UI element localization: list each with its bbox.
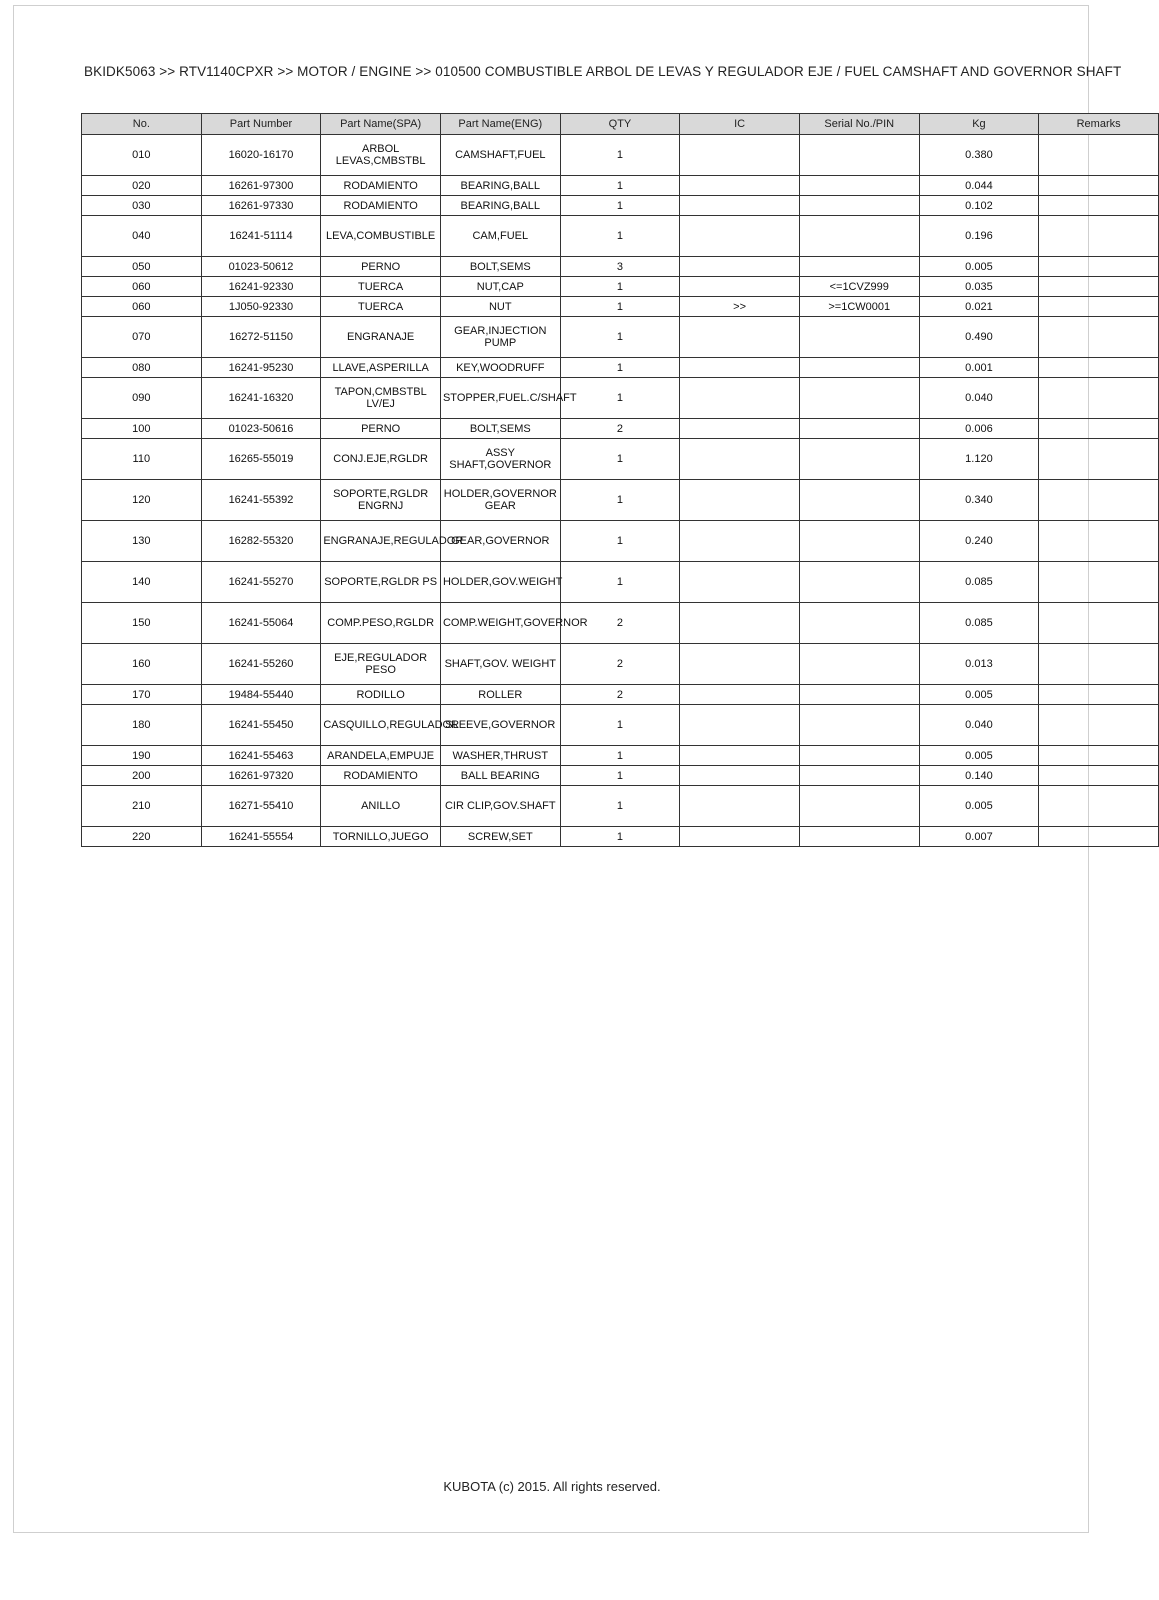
cell-part-name-spa: TAPON,CMBSTBL LV/EJ [321, 378, 441, 419]
cell-part-name-spa: CONJ.EJE,RGLDR [321, 439, 441, 480]
cell-kg: 0.005 [919, 257, 1039, 277]
cell-part-name-eng: GEAR,GOVERNOR [440, 521, 560, 562]
cell-part-name-eng: BEARING,BALL [440, 176, 560, 196]
cell-serial [799, 176, 919, 196]
cell-part-name-spa: ARBOL LEVAS,CMBSTBL [321, 135, 441, 176]
cell-qty: 1 [560, 378, 680, 419]
cell-serial [799, 685, 919, 705]
cell-kg: 1.120 [919, 439, 1039, 480]
cell-remarks [1039, 378, 1159, 419]
cell-serial [799, 827, 919, 847]
cell-part-name-spa: LEVA,COMBUSTIBLE [321, 216, 441, 257]
cell-ic [680, 135, 800, 176]
cell-part-name-spa: RODAMIENTO [321, 176, 441, 196]
cell-kg: 0.085 [919, 562, 1039, 603]
cell-ic [680, 317, 800, 358]
cell-serial [799, 705, 919, 746]
cell-part-number: 16272-51150 [201, 317, 321, 358]
cell-part-name-spa: TUERCA [321, 277, 441, 297]
cell-serial [799, 135, 919, 176]
cell-part-number: 16241-55554 [201, 827, 321, 847]
cell-part-name-spa: ENGRANAJE,REGULADOR [321, 521, 441, 562]
cell-no: 180 [82, 705, 202, 746]
footer-copyright: KUBOTA (c) 2015. All rights reserved. [443, 1479, 661, 1494]
cell-ic [680, 603, 800, 644]
table-row [82, 705, 1159, 746]
cell-part-number: 16241-95230 [201, 358, 321, 378]
cell-kg: 0.007 [919, 827, 1039, 847]
cell-kg: 0.005 [919, 746, 1039, 766]
cell-remarks [1039, 277, 1159, 297]
table-row [82, 766, 1159, 786]
cell-part-name-eng: SHAFT,GOV. WEIGHT [440, 644, 560, 685]
cell-part-number: 16241-55064 [201, 603, 321, 644]
table-row [82, 746, 1159, 766]
cell-remarks [1039, 317, 1159, 358]
cell-part-number: 16241-55392 [201, 480, 321, 521]
cell-part-name-spa: ANILLO [321, 786, 441, 827]
cell-qty: 1 [560, 766, 680, 786]
cell-part-name-eng: NUT,CAP [440, 277, 560, 297]
cell-serial [799, 644, 919, 685]
cell-qty: 3 [560, 257, 680, 277]
cell-part-name-eng: CAMSHAFT,FUEL [440, 135, 560, 176]
cell-qty: 1 [560, 521, 680, 562]
cell-no: 030 [82, 196, 202, 216]
table-row [82, 257, 1159, 277]
cell-part-name-eng: GEAR,INJECTION PUMP [440, 317, 560, 358]
cell-no: 110 [82, 439, 202, 480]
cell-ic: >> [680, 297, 800, 317]
cell-remarks [1039, 297, 1159, 317]
cell-remarks [1039, 480, 1159, 521]
cell-part-name-spa: CASQUILLO,REGULADOR [321, 705, 441, 746]
cell-part-name-spa: ARANDELA,EMPUJE [321, 746, 441, 766]
column-header-part-number: Part Number [201, 114, 321, 135]
cell-serial [799, 562, 919, 603]
cell-part-number: 16261-97330 [201, 196, 321, 216]
cell-ic [680, 644, 800, 685]
cell-part-name-eng: ASSY SHAFT,GOVERNOR [440, 439, 560, 480]
cell-kg: 0.340 [919, 480, 1039, 521]
cell-part-name-eng: BEARING,BALL [440, 196, 560, 216]
cell-remarks [1039, 766, 1159, 786]
cell-kg: 0.005 [919, 786, 1039, 827]
cell-qty: 1 [560, 786, 680, 827]
cell-remarks [1039, 746, 1159, 766]
cell-part-number: 16241-55450 [201, 705, 321, 746]
cell-kg: 0.102 [919, 196, 1039, 216]
cell-part-number: 16241-92330 [201, 277, 321, 297]
cell-no: 070 [82, 317, 202, 358]
cell-ic [680, 419, 800, 439]
column-header-qty: QTY [560, 114, 680, 135]
cell-qty: 1 [560, 176, 680, 196]
cell-ic [680, 521, 800, 562]
cell-remarks [1039, 562, 1159, 603]
cell-part-name-eng: KEY,WOODRUFF [440, 358, 560, 378]
cell-part-name-eng: STOPPER,FUEL.C/SHAFT [440, 378, 560, 419]
table-row [82, 176, 1159, 196]
cell-part-number: 16282-55320 [201, 521, 321, 562]
cell-remarks [1039, 216, 1159, 257]
cell-ic [680, 685, 800, 705]
cell-part-name-eng: CIR CLIP,GOV.SHAFT [440, 786, 560, 827]
cell-part-number: 16241-55463 [201, 746, 321, 766]
cell-qty: 2 [560, 419, 680, 439]
cell-remarks [1039, 419, 1159, 439]
cell-ic [680, 705, 800, 746]
cell-part-name-eng: SCREW,SET [440, 827, 560, 847]
column-header-remarks: Remarks [1039, 114, 1159, 135]
table-header-row [82, 114, 1159, 135]
cell-part-number: 01023-50616 [201, 419, 321, 439]
cell-qty: 1 [560, 358, 680, 378]
cell-qty: 1 [560, 705, 680, 746]
cell-serial [799, 257, 919, 277]
breadcrumb: BKIDK5063 >> RTV1140CPXR >> MOTOR / ENGINE >> 010500 COMBUSTIBLE ARBOL DE LEVAS Y REGULADOR EJE / FUEL CAMSHAFT AND GOVERNOR SHAFT [84, 64, 1122, 79]
cell-remarks [1039, 196, 1159, 216]
cell-serial [799, 439, 919, 480]
table-row [82, 644, 1159, 685]
cell-part-name-spa: SOPORTE,RGLDR ENGRNJ [321, 480, 441, 521]
cell-part-number: 16241-55260 [201, 644, 321, 685]
cell-serial [799, 196, 919, 216]
cell-part-name-eng: COMP.WEIGHT,GOVERNOR [440, 603, 560, 644]
table-row [82, 297, 1159, 317]
cell-part-name-spa: PERNO [321, 257, 441, 277]
cell-part-name-spa: LLAVE,ASPERILLA [321, 358, 441, 378]
cell-part-number: 16261-97320 [201, 766, 321, 786]
cell-qty: 1 [560, 135, 680, 176]
cell-part-name-eng: SLEEVE,GOVERNOR [440, 705, 560, 746]
cell-part-number: 01023-50612 [201, 257, 321, 277]
cell-no: 150 [82, 603, 202, 644]
cell-kg: 0.140 [919, 766, 1039, 786]
table-row [82, 603, 1159, 644]
cell-part-name-eng: BOLT,SEMS [440, 419, 560, 439]
cell-part-name-spa: ENGRANAJE [321, 317, 441, 358]
cell-remarks [1039, 358, 1159, 378]
cell-qty: 1 [560, 439, 680, 480]
cell-qty: 1 [560, 827, 680, 847]
cell-ic [680, 196, 800, 216]
cell-part-name-eng: BOLT,SEMS [440, 257, 560, 277]
cell-remarks [1039, 827, 1159, 847]
cell-ic [680, 562, 800, 603]
parts-table [81, 113, 1159, 847]
cell-part-name-spa: SOPORTE,RGLDR PS [321, 562, 441, 603]
cell-no: 090 [82, 378, 202, 419]
cell-ic [680, 176, 800, 196]
cell-kg: 0.040 [919, 705, 1039, 746]
cell-part-number: 16261-97300 [201, 176, 321, 196]
cell-kg: 0.021 [919, 297, 1039, 317]
cell-part-name-eng: HOLDER,GOVERNOR GEAR [440, 480, 560, 521]
table-row [82, 786, 1159, 827]
cell-kg: 0.490 [919, 317, 1039, 358]
cell-serial: <=1CVZ999 [799, 277, 919, 297]
cell-qty: 1 [560, 746, 680, 766]
cell-no: 160 [82, 644, 202, 685]
cell-qty: 1 [560, 297, 680, 317]
cell-qty: 2 [560, 685, 680, 705]
cell-no: 140 [82, 562, 202, 603]
cell-part-number: 1J050-92330 [201, 297, 321, 317]
cell-serial [799, 358, 919, 378]
cell-kg: 0.040 [919, 378, 1039, 419]
table-row [82, 562, 1159, 603]
cell-part-name-spa: RODILLO [321, 685, 441, 705]
cell-remarks [1039, 176, 1159, 196]
cell-no: 060 [82, 277, 202, 297]
cell-qty: 1 [560, 480, 680, 521]
cell-no: 120 [82, 480, 202, 521]
cell-serial [799, 216, 919, 257]
cell-kg: 0.380 [919, 135, 1039, 176]
table-row [82, 439, 1159, 480]
cell-serial [799, 766, 919, 786]
cell-kg: 0.005 [919, 685, 1039, 705]
column-header-ic: IC [680, 114, 800, 135]
cell-ic [680, 277, 800, 297]
cell-part-name-spa: EJE,REGULADOR PESO [321, 644, 441, 685]
cell-qty: 1 [560, 317, 680, 358]
cell-part-name-eng: ROLLER [440, 685, 560, 705]
table-row [82, 521, 1159, 562]
cell-kg: 0.035 [919, 277, 1039, 297]
cell-qty: 1 [560, 277, 680, 297]
cell-part-name-spa: RODAMIENTO [321, 766, 441, 786]
cell-serial [799, 317, 919, 358]
cell-part-name-spa: TUERCA [321, 297, 441, 317]
table-row [82, 216, 1159, 257]
cell-part-name-eng: WASHER,THRUST [440, 746, 560, 766]
cell-serial [799, 603, 919, 644]
cell-part-name-eng: NUT [440, 297, 560, 317]
cell-no: 010 [82, 135, 202, 176]
cell-kg: 0.085 [919, 603, 1039, 644]
cell-ic [680, 480, 800, 521]
table-row [82, 358, 1159, 378]
column-header-kg: Kg [919, 114, 1039, 135]
column-header-serial: Serial No./PIN [799, 114, 919, 135]
cell-no: 210 [82, 786, 202, 827]
cell-serial [799, 521, 919, 562]
table-row [82, 685, 1159, 705]
cell-remarks [1039, 521, 1159, 562]
cell-part-number: 16020-16170 [201, 135, 321, 176]
cell-no: 170 [82, 685, 202, 705]
cell-no: 190 [82, 746, 202, 766]
cell-serial [799, 746, 919, 766]
cell-part-number: 16271-55410 [201, 786, 321, 827]
cell-part-number: 16241-51114 [201, 216, 321, 257]
cell-ic [680, 827, 800, 847]
column-header-no: No. [82, 114, 202, 135]
cell-ic [680, 786, 800, 827]
cell-part-name-spa: PERNO [321, 419, 441, 439]
cell-kg: 0.196 [919, 216, 1039, 257]
cell-no: 200 [82, 766, 202, 786]
cell-qty: 1 [560, 196, 680, 216]
cell-ic [680, 216, 800, 257]
cell-serial [799, 786, 919, 827]
cell-kg: 0.001 [919, 358, 1039, 378]
cell-ic [680, 378, 800, 419]
cell-kg: 0.013 [919, 644, 1039, 685]
cell-part-name-eng: HOLDER,GOV.WEIGHT [440, 562, 560, 603]
cell-part-number: 19484-55440 [201, 685, 321, 705]
cell-ic [680, 746, 800, 766]
cell-no: 050 [82, 257, 202, 277]
cell-no: 020 [82, 176, 202, 196]
cell-remarks [1039, 644, 1159, 685]
cell-no: 060 [82, 297, 202, 317]
cell-ic [680, 358, 800, 378]
cell-qty: 1 [560, 562, 680, 603]
table-row [82, 419, 1159, 439]
cell-serial: >=1CW0001 [799, 297, 919, 317]
cell-kg: 0.006 [919, 419, 1039, 439]
table-row [82, 196, 1159, 216]
cell-kg: 0.240 [919, 521, 1039, 562]
cell-no: 100 [82, 419, 202, 439]
cell-qty: 2 [560, 644, 680, 685]
cell-part-name-eng: CAM,FUEL [440, 216, 560, 257]
table-row [82, 827, 1159, 847]
cell-part-name-spa: RODAMIENTO [321, 196, 441, 216]
table-row [82, 317, 1159, 358]
column-header-part-name-spa: Part Name(SPA) [321, 114, 441, 135]
cell-remarks [1039, 439, 1159, 480]
cell-remarks [1039, 786, 1159, 827]
cell-serial [799, 480, 919, 521]
cell-ic [680, 257, 800, 277]
cell-serial [799, 419, 919, 439]
cell-no: 080 [82, 358, 202, 378]
table-row [82, 135, 1159, 176]
cell-remarks [1039, 135, 1159, 176]
table-row [82, 277, 1159, 297]
cell-part-name-spa: TORNILLO,JUEGO [321, 827, 441, 847]
cell-ic [680, 766, 800, 786]
cell-part-number: 16241-55270 [201, 562, 321, 603]
cell-remarks [1039, 685, 1159, 705]
table-row [82, 480, 1159, 521]
cell-serial [799, 378, 919, 419]
cell-ic [680, 439, 800, 480]
cell-no: 040 [82, 216, 202, 257]
table-row [82, 378, 1159, 419]
cell-qty: 1 [560, 216, 680, 257]
cell-no: 220 [82, 827, 202, 847]
cell-remarks [1039, 705, 1159, 746]
cell-part-number: 16241-16320 [201, 378, 321, 419]
cell-no: 130 [82, 521, 202, 562]
column-header-part-name-eng: Part Name(ENG) [440, 114, 560, 135]
cell-part-name-spa: COMP.PESO,RGLDR [321, 603, 441, 644]
cell-remarks [1039, 603, 1159, 644]
cell-part-number: 16265-55019 [201, 439, 321, 480]
cell-qty: 2 [560, 603, 680, 644]
cell-remarks [1039, 257, 1159, 277]
cell-kg: 0.044 [919, 176, 1039, 196]
cell-part-name-eng: BALL BEARING [440, 766, 560, 786]
